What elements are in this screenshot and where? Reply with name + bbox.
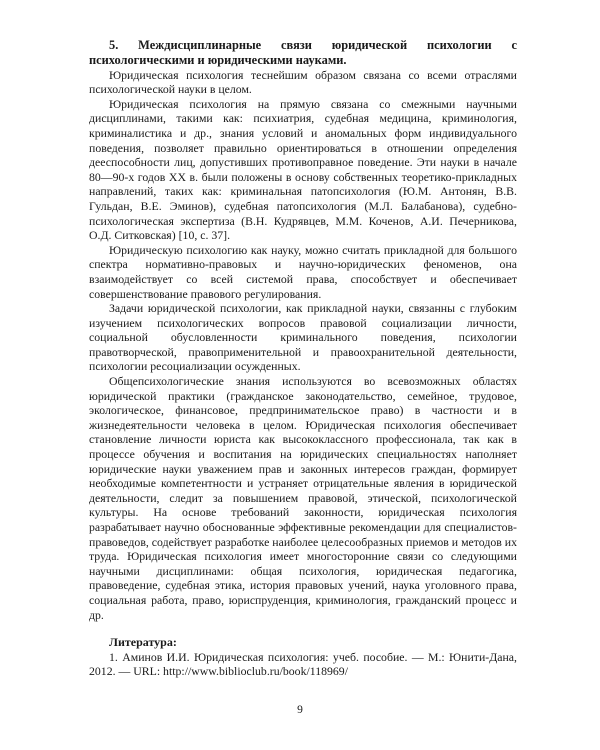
paragraph: Общепсихологические знания используются во всевозможных областях юридической практики (гражданское законодательство, семейное, трудовое, экологическое, финансовое, предпринимательское право) в частности и в жизнедеятельности человека в целом. Юридическая психология обеспечивает становление личности юриста как высококлассного профессионала, так как в процессе обучения и воспитания на юридических специальностях наполняет юридические науки уважением прав и законных интересов граждан, формирует необходимые компетентности и устраняет отрицательные явления в юридической деятельности, следит за повышением правовой, этической, психологической культуры. На основе требований законности, юридическая психология разрабатывает научно обоснованные эффективные рекомендации для специалистов-правоведов, содействует разработке наиболее целесообразных приемов и методов их труда. Юридическая психология имеет многосторонние связи со следующими научными дисциплинами: общая психология, юридическая педагогика, правоведение, судебная этика, история правовых учений, наука уголовного права, социальная работа, право, юриспруденция, криминология, гражданский процесс и др. <box>89 374 517 622</box>
paragraph: Юридическая психология теснейшим образом связана со всеми отраслями психологической науки в целом. <box>89 67 517 97</box>
paragraph: Юридическую психологию как науку, можно считать прикладной для большого спектра нормативно-правовых и научно-юридических феноменов, она взаимодействует со всей системой права, способствует и обеспечивает совершенствование правового регулирования. <box>89 242 517 301</box>
page-number: 9 <box>297 704 303 716</box>
literature-item: 1. Аминов И.И. Юридическая психология: учеб. пособие. — М.: Юнити-Дана, 2012. — URL: http://www.biblioclub.ru/book/118969/ <box>89 649 517 679</box>
paragraph: Задачи юридической психологии, как прикладной науки, связанны с глубоким изучением психологических вопросов правовой социализации личности, социальной обусловленности криминального поведения, психологии правотворческой, правоприменительной и правоохранительной деятельности, психологии ресоциализации осужденных. <box>89 301 517 374</box>
section-heading: 5. Междисциплинарные связи юридической психологии с психологическими и юридическими науками. <box>89 38 517 67</box>
paragraph: Юридическая психология на прямую связана со смежными научными дисциплинами, такими как: психиатрия, судебная медицина, криминология, криминалистика и др., знания условий и аномальных форм индивидуального поведения, позволяет правильно ориентироваться в отношении определения дееспособности лиц, допустивших противоправное поведение. Эти науки в начале 80—90-х годов XX в. были положены в основу собственных теоретико-прикладных направлений, таких как: криминальная патопсихология (Ю.М. Антонян, В.В. Гульдан, В.Е. Эминов), судебная патопсихология (М.Л. Балабанова), судебно-психологическая экспертиза (В.Н. Кудрявцев, М.М. Коченов, А.И. Печерникова, О.Д. Ситковская) [10, с. 37]. <box>89 96 517 243</box>
literature-heading: Литература: <box>109 635 177 650</box>
document-page <box>89 38 517 679</box>
